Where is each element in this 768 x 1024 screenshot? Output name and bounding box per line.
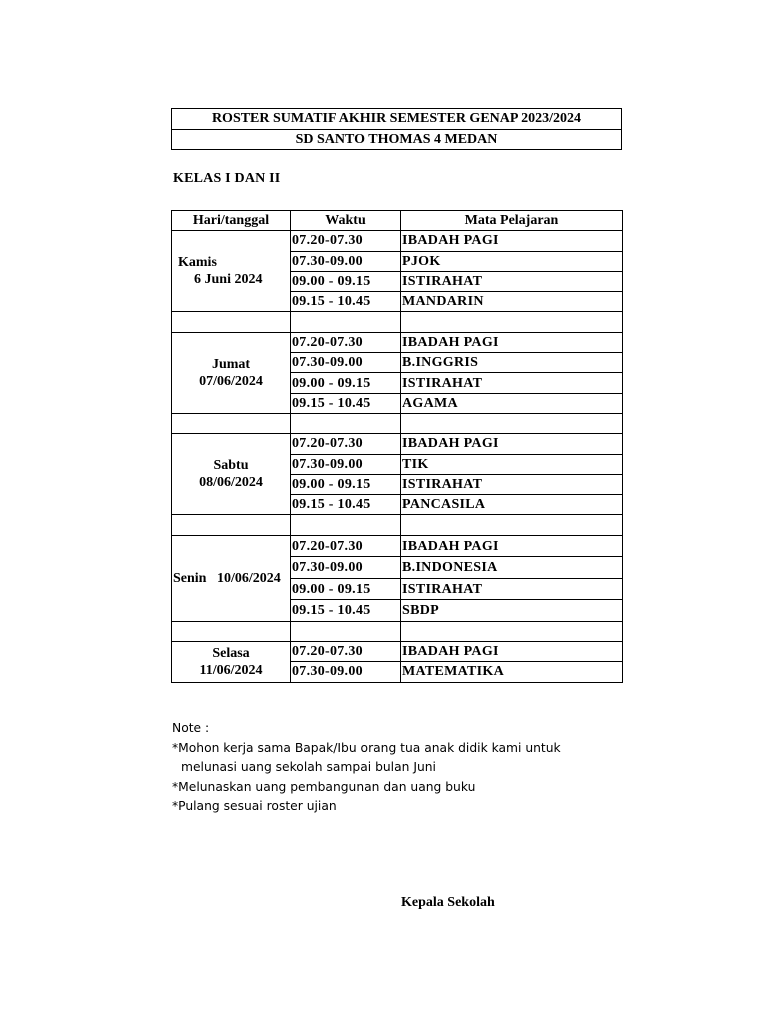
- subject-cell: TIK: [401, 454, 623, 474]
- subject-cell: ISTIRAHAT: [401, 578, 623, 600]
- day-date: 07/06/2024: [199, 373, 263, 389]
- subject-cell: PJOK: [401, 251, 623, 271]
- subject-cell: ISTIRAHAT: [401, 373, 623, 393]
- table-header-row: [172, 211, 623, 231]
- time-cell: 09.00 - 09.15: [291, 271, 401, 291]
- time-cell: 09.15 - 10.45: [291, 600, 401, 622]
- day-name: Senin 10/06/2024: [173, 570, 281, 586]
- subject-cell: IBADAH PAGI: [401, 642, 623, 662]
- subject-cell: B.INGGRIS: [401, 353, 623, 373]
- day-cell: [172, 434, 291, 515]
- day-cell: [172, 535, 291, 621]
- day-date: 11/06/2024: [199, 662, 263, 678]
- day-cell: [172, 332, 291, 413]
- subject-cell: ISTIRAHAT: [401, 271, 623, 291]
- time-cell: 07.30-09.00: [291, 251, 401, 271]
- time-cell: 09.00 - 09.15: [291, 474, 401, 494]
- day-name: Sabtu: [213, 458, 249, 474]
- day-cell: [172, 231, 291, 312]
- signature-label: Kepala Sekolah: [401, 895, 495, 910]
- day-date: 6 Juni 2024: [194, 272, 263, 288]
- time-cell: 09.00 - 09.15: [291, 373, 401, 393]
- time-cell: 09.15 - 10.45: [291, 393, 401, 413]
- subject-cell: IBADAH PAGI: [401, 434, 623, 454]
- subject-cell: ISTIRAHAT: [401, 474, 623, 494]
- note-line: *Pulang sesuai roster ujian: [172, 799, 337, 813]
- time-cell: 07.30-09.00: [291, 454, 401, 474]
- time-cell: 07.30-09.00: [291, 557, 401, 579]
- subject-cell: IBADAH PAGI: [401, 535, 623, 557]
- spacer-row: [172, 515, 623, 535]
- table-row: [172, 434, 623, 454]
- day-cell: [172, 642, 291, 683]
- school-name: SD SANTO THOMAS 4 MEDAN: [172, 129, 621, 150]
- day-name: Jumat: [211, 356, 251, 372]
- subject-cell: MANDARIN: [401, 292, 623, 312]
- subject-cell: SBDP: [401, 600, 623, 622]
- time-cell: 07.20-07.30: [291, 332, 401, 352]
- time-cell: 09.15 - 10.45: [291, 495, 401, 515]
- class-heading: KELAS I DAN II: [173, 171, 281, 186]
- day-name: Kamis: [178, 255, 217, 271]
- day-date: 08/06/2024: [199, 475, 263, 491]
- subject-cell: AGAMA: [401, 393, 623, 413]
- table-row: [172, 642, 623, 662]
- table-row: [172, 535, 623, 557]
- time-cell: 07.20-07.30: [291, 642, 401, 662]
- title-box: [171, 108, 622, 150]
- time-cell: 07.20-07.30: [291, 535, 401, 557]
- column-header-subject: Mata Pelajaran: [401, 211, 623, 231]
- time-cell: 07.30-09.00: [291, 662, 401, 682]
- subject-cell: B.INDONESIA: [401, 557, 623, 579]
- note-label: Note :: [172, 721, 210, 735]
- time-cell: 07.20-07.30: [291, 231, 401, 251]
- time-cell: 07.30-09.00: [291, 353, 401, 373]
- note-line: melunasi uang sekolah sampai bulan Juni: [181, 760, 436, 774]
- note-line: *Melunaskan uang pembangunan dan uang buku: [172, 779, 476, 794]
- subject-cell: IBADAH PAGI: [401, 332, 623, 352]
- spacer-row: [172, 621, 623, 641]
- time-cell: 07.20-07.30: [291, 434, 401, 454]
- spacer-row: [172, 312, 623, 332]
- table-row: [172, 231, 623, 251]
- note-line: *Mohon kerja sama Bapak/Ibu orang tua anak didik kami untuk: [172, 740, 561, 755]
- time-cell: 09.15 - 10.45: [291, 292, 401, 312]
- subject-cell: PANCASILA: [401, 495, 623, 515]
- note-section: [172, 719, 561, 817]
- column-header-day: Hari/tanggal: [172, 211, 291, 231]
- subject-cell: IBADAH PAGI: [401, 231, 623, 251]
- spacer-row: [172, 413, 623, 433]
- time-cell: 09.00 - 09.15: [291, 578, 401, 600]
- roster-table: [171, 210, 623, 683]
- column-header-time: Waktu: [291, 211, 401, 231]
- subject-cell: MATEMATIKA: [401, 662, 623, 682]
- table-row: [172, 332, 623, 352]
- document-title: ROSTER SUMATIF AKHIR SEMESTER GENAP 2023/2024: [211, 111, 582, 126]
- day-name: Selasa: [212, 645, 250, 661]
